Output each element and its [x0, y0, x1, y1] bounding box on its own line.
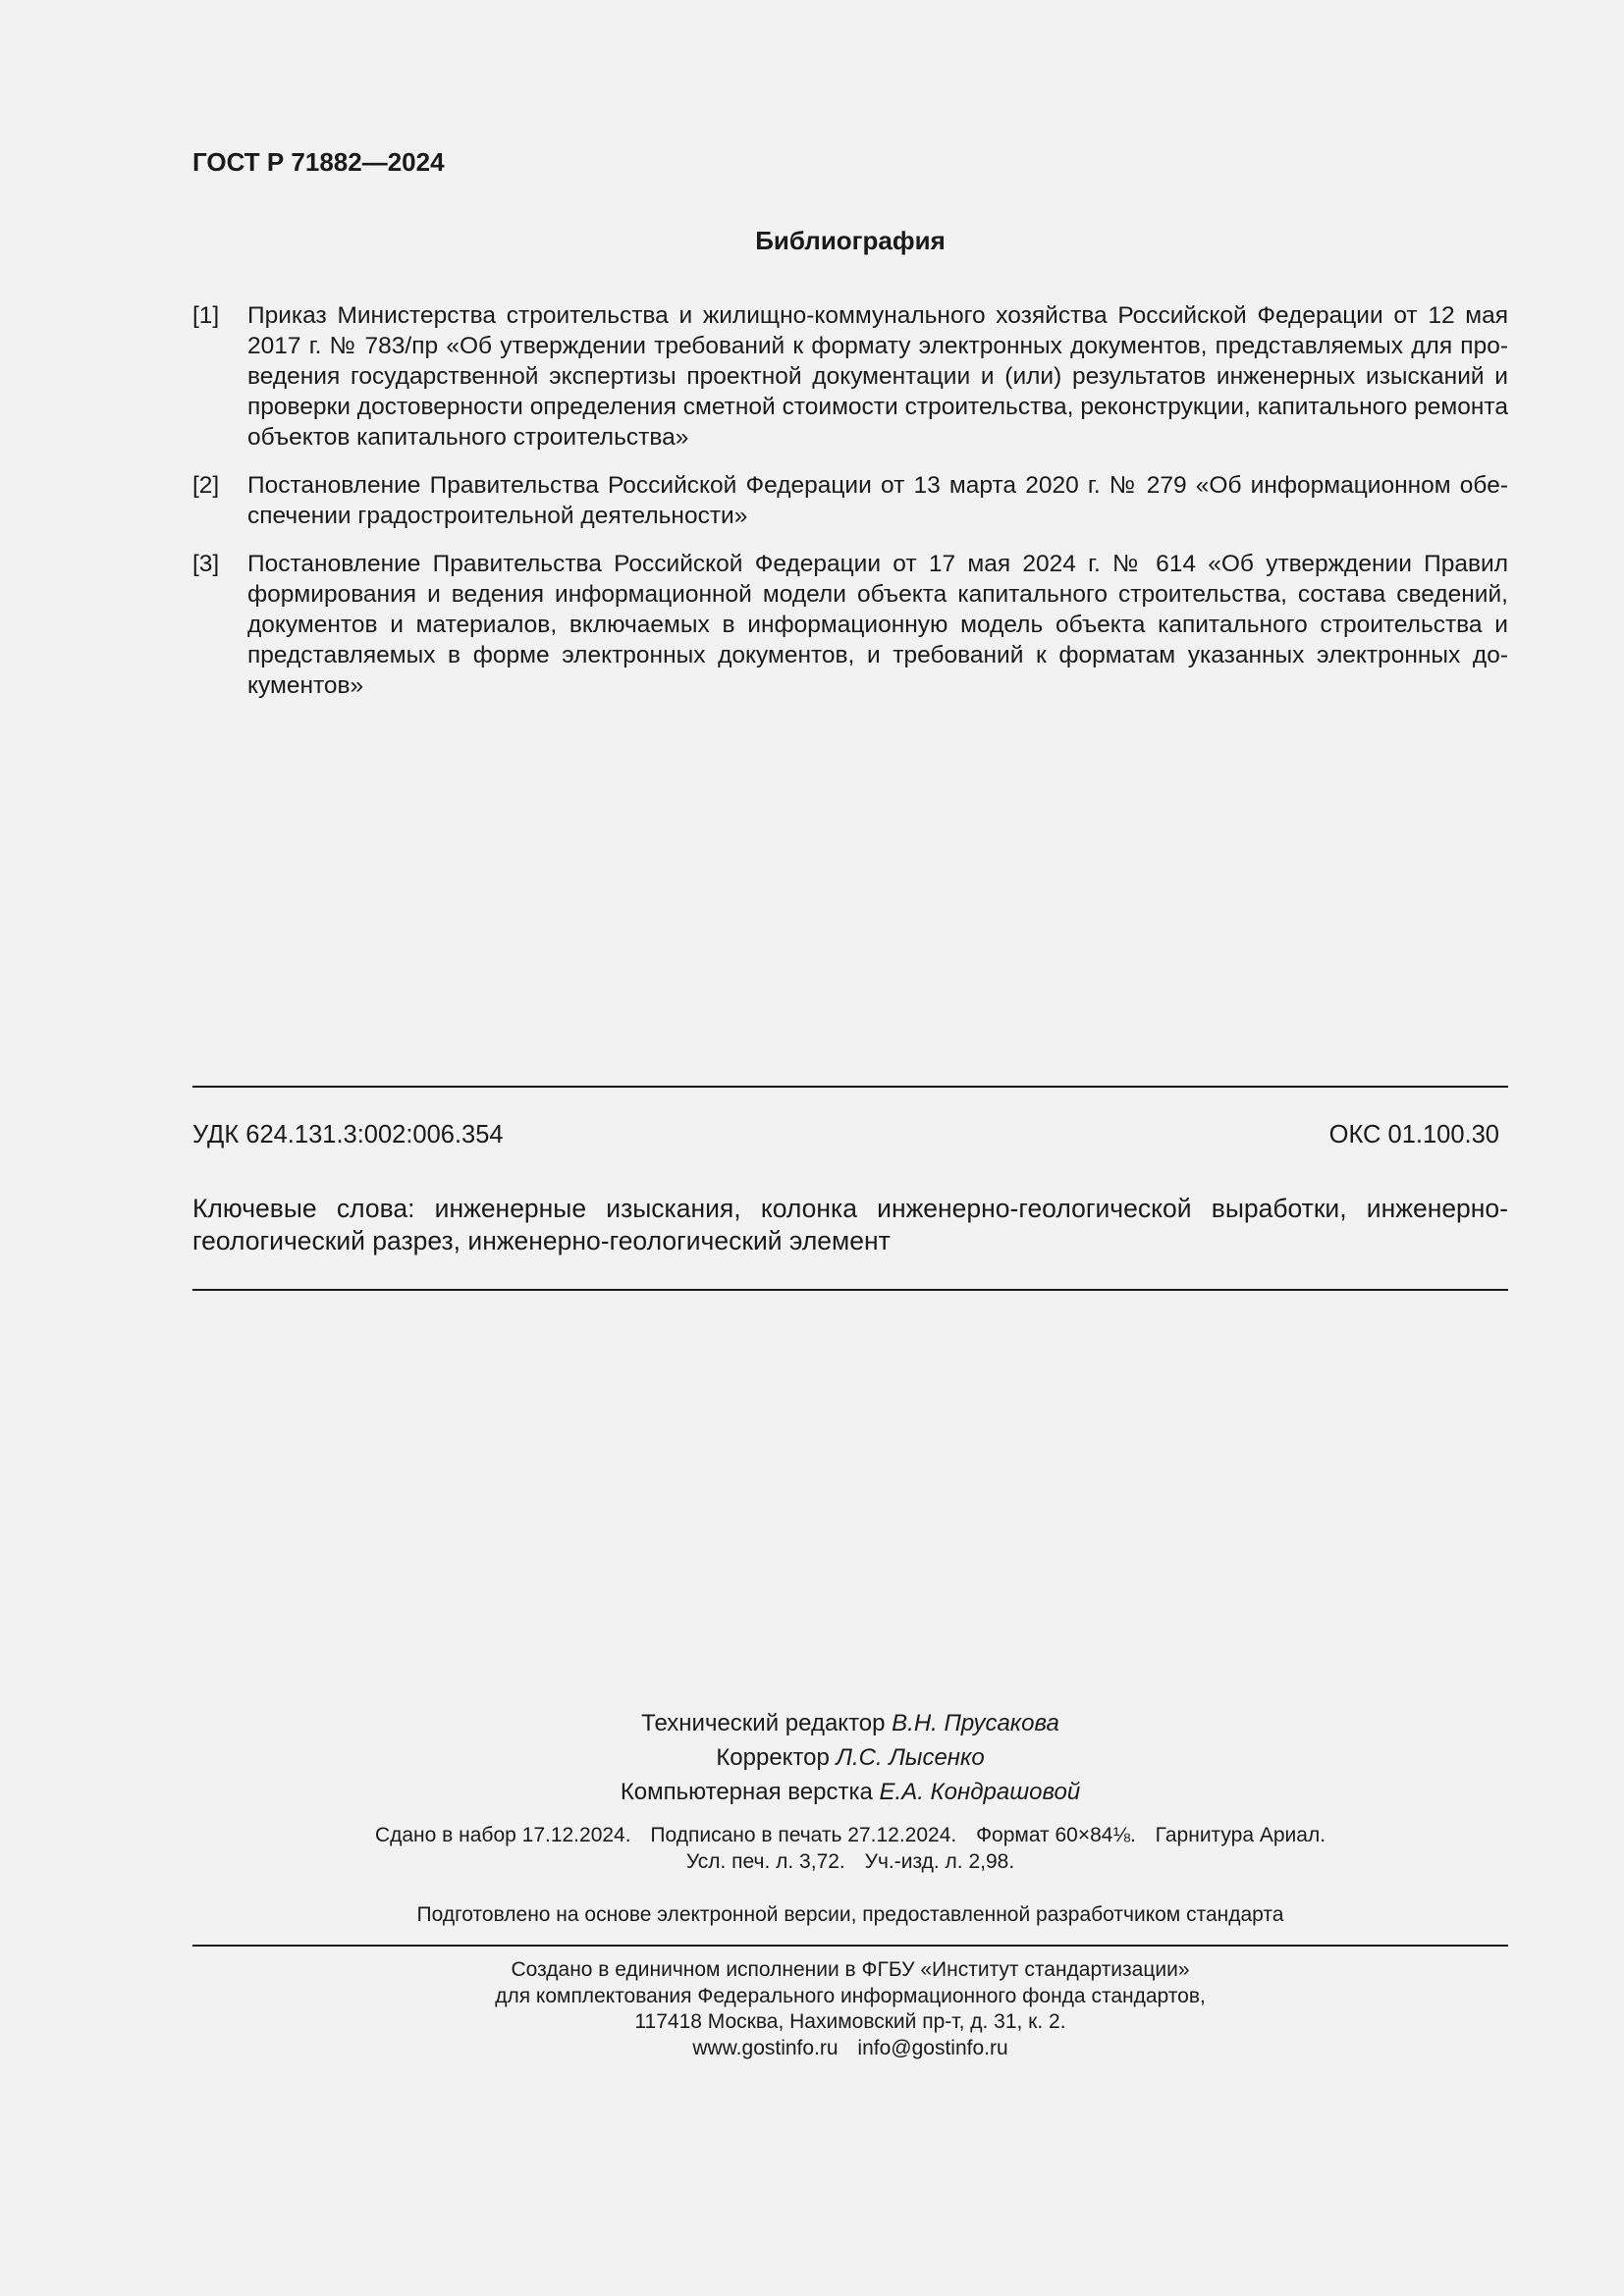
- standard-number: ГОСТ Р 71882—2024: [192, 147, 445, 177]
- publisher-line-2: для комплектования Федерального информационного фонда стандартов,: [495, 1984, 1206, 2007]
- bibliography-item: [192, 470, 1508, 531]
- bibliography-item-number: [2]: [192, 472, 220, 499]
- layout-label: Компьютерная верстка: [620, 1779, 873, 1805]
- bibliography-item-text: Постановление Правительства Российской Федерации от 13 марта 2020 г. № 279 «Об информационном обеспечении градостроительной деятельности»: [247, 472, 1508, 529]
- corrector-line: [192, 1740, 1508, 1775]
- tech-editor-label: Технический редактор: [641, 1710, 886, 1736]
- prepared-note: Подготовлено на основе электронной версии, предоставленной разработчиком стандарта: [416, 1903, 1284, 1926]
- oks-code: ОКС 01.100.30: [1328, 1121, 1499, 1148]
- bibliography-item: [192, 300, 1508, 453]
- corrector-name: Л.С. Лысенко: [836, 1744, 985, 1771]
- signed-date: Подписано в печать 27.12.2024.: [650, 1824, 957, 1846]
- divider-top: [192, 1086, 1508, 1088]
- tech-editor-line: [192, 1706, 1508, 1740]
- bibliography-item-text: Постановление Правительства Российской Федерации от 17 мая 2024 г. № 614 «Об утверждении Правил формирования и ведения информационной модели объекта капитального строительства, состава сведений, документов и материалов, включаемых в информационную модель объекта капитального строительства и представляемых в форме электронных документов, и требований к форматам указанных электронных документов»: [247, 551, 1508, 699]
- layout-line: [192, 1775, 1508, 1809]
- bibliography-item-text: Приказ Министерства строительства и жилищно-коммунального хозяйства Российской Федерации от 12 мая 2017 г. № 783/пр «Об утверждении требований к формату электронных документов, представляемых для проведения государственной экспертизы проектной документации и (или) результатов инженерных изысканий и проверки достоверности определения сметной стоимости строительства, реконструкции, капитального ремонта объектов капитального строительства»: [247, 302, 1508, 451]
- layout-name: Е.А. Кондрашовой: [879, 1779, 1081, 1805]
- editorial-credits: [192, 1706, 1508, 1809]
- imprint-line-1: [192, 1822, 1508, 1848]
- bibliography-title: Библиография: [755, 226, 946, 255]
- keywords: Ключевые слова: инженерные изыскания, колонка инженерно-геологической выработки, инженерно-геологический разрез, инженерно-геологический элемент: [192, 1194, 1508, 1255]
- paper-format: Формат 60×84⅛.: [976, 1824, 1136, 1846]
- submitted-date: Сдано в набор 17.12.2024.: [374, 1824, 631, 1846]
- typeface: Гарнитура Ариал.: [1155, 1824, 1326, 1846]
- publisher-address: 117418 Москва, Нахимовский пр-т, д. 31, к. 2.: [634, 2010, 1066, 2033]
- website-link[interactable]: www.gostinfo.ru: [692, 2036, 839, 2059]
- corrector-label: Корректор: [716, 1744, 830, 1771]
- imprint-line-2: [192, 1848, 1508, 1875]
- bibliography-item-number: [3]: [192, 551, 220, 577]
- imprint-details: [192, 1822, 1508, 1875]
- publisher-info: [192, 1957, 1508, 2061]
- print-sheets: Усл. печ. л. 3,72.: [685, 1850, 845, 1873]
- publishing-sheets: Уч.-изд. л. 2,98.: [864, 1850, 1015, 1873]
- udk-code: УДК 624.131.3:002:006.354: [192, 1121, 504, 1148]
- bibliography-item: [192, 549, 1508, 701]
- bibliography-list: [192, 300, 1508, 719]
- publisher-contacts: [192, 2036, 1508, 2062]
- publisher-line-1: Создано в единичном исполнении в ФГБУ «Институт стандартизации»: [511, 1958, 1190, 1981]
- tech-editor-name: В.Н. Прусакова: [892, 1710, 1059, 1736]
- divider-bottom: [192, 1945, 1508, 1947]
- bibliography-item-number: [1]: [192, 302, 220, 329]
- email-link[interactable]: info@gostinfo.ru: [857, 2036, 1008, 2059]
- divider-middle: [192, 1289, 1508, 1291]
